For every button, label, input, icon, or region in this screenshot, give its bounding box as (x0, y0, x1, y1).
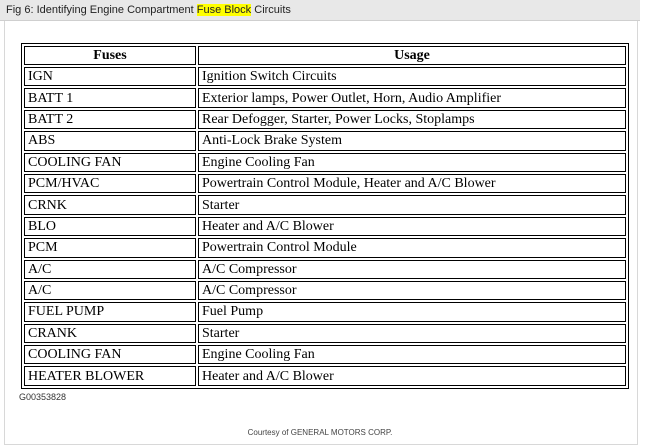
fuse-usage-cell: Powertrain Control Module (198, 238, 626, 257)
fuse-name-cell: HEATER BLOWER (24, 366, 196, 386)
fuse-usage-cell: Exterior lamps, Power Outlet, Horn, Audio Amplifier (198, 88, 626, 107)
table-row (24, 88, 626, 107)
fuse-name-cell: COOLING FAN (24, 153, 196, 172)
credit-line: Courtesy of GENERAL MOTORS CORP. (247, 428, 393, 437)
header-fuses: Fuses (24, 46, 196, 65)
figure-title-highlight: Fuse Block (196, 4, 252, 16)
fuse-name-cell: PCM (24, 238, 196, 257)
table-row (24, 345, 626, 364)
fuse-usage-cell: A/C Compressor (198, 281, 626, 300)
fuse-usage-cell: Rear Defogger, Starter, Power Locks, Stoplamps (198, 110, 626, 129)
figure-title-suffix: Circuits (251, 4, 291, 16)
fuse-usage-cell: Heater and A/C Blower (198, 366, 626, 386)
table-row (24, 131, 626, 150)
table-row (24, 281, 626, 300)
figure-code: G00353828 (19, 392, 67, 402)
fuse-name-cell: FUEL PUMP (24, 302, 196, 321)
fuse-usage-cell: Powertrain Control Module, Heater and A/C Blower (198, 174, 626, 193)
fuse-usage-cell: Fuel Pump (198, 302, 626, 321)
fuse-usage-cell: Heater and A/C Blower (198, 217, 626, 236)
fuse-name-cell: BATT 1 (24, 88, 196, 107)
fuse-table-container (21, 43, 629, 389)
fuse-name-cell: IGN (24, 67, 196, 86)
table-row (24, 302, 626, 321)
fuse-usage-cell: Ignition Switch Circuits (198, 67, 626, 86)
fuse-name-cell: COOLING FAN (24, 345, 196, 364)
fuse-usage-cell: Starter (198, 324, 626, 343)
table-row (24, 195, 626, 214)
table-row (24, 67, 626, 86)
table-row (24, 110, 626, 129)
fuse-usage-cell: Engine Cooling Fan (198, 345, 626, 364)
fuse-name-cell: BLO (24, 217, 196, 236)
table-row (24, 217, 626, 236)
table-row (24, 260, 626, 279)
fuse-usage-cell: Anti-Lock Brake System (198, 131, 626, 150)
fuse-name-cell: CRNK (24, 195, 196, 214)
table-row (24, 238, 626, 257)
table-row (24, 324, 626, 343)
figure-title-prefix: Fig 6: Identifying Engine Compartment (6, 4, 197, 16)
table-row (24, 366, 626, 386)
fuse-usage-cell: Starter (198, 195, 626, 214)
table-row (24, 174, 626, 193)
table-row (24, 153, 626, 172)
fuse-name-cell: ABS (24, 131, 196, 150)
header-usage: Usage (198, 46, 626, 65)
table-header-row (24, 46, 626, 65)
fuse-usage-cell: Engine Cooling Fan (198, 153, 626, 172)
fuse-name-cell: A/C (24, 281, 196, 300)
fuse-usage-cell: A/C Compressor (198, 260, 626, 279)
fuse-name-cell: BATT 2 (24, 110, 196, 129)
table-body (24, 67, 626, 386)
fuse-name-cell: CRANK (24, 324, 196, 343)
fuse-table (22, 44, 628, 388)
figure-title (0, 0, 640, 21)
fuse-name-cell: A/C (24, 260, 196, 279)
fuse-name-cell: PCM/HVAC (24, 174, 196, 193)
